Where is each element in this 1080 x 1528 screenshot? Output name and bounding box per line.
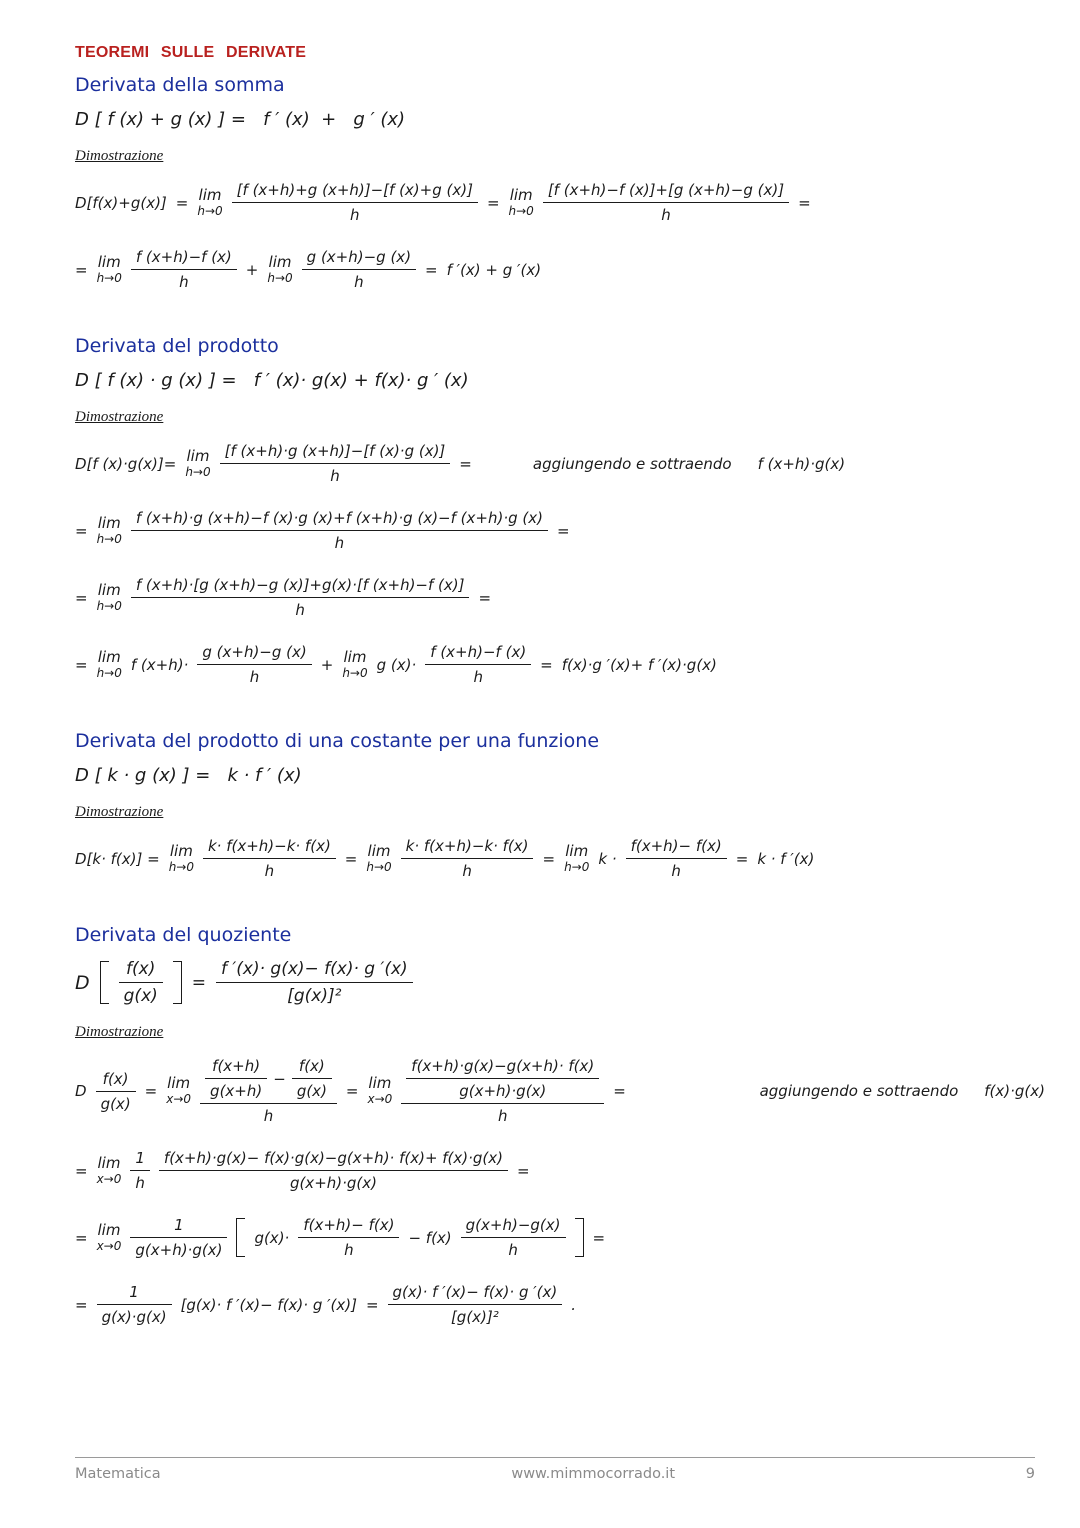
math-line bbox=[75, 1216, 1045, 1259]
equals-sign: = bbox=[540, 655, 553, 674]
footer-page-number: 9 bbox=[1025, 1466, 1035, 1482]
limit-subscript: h→0 bbox=[342, 665, 368, 680]
denominator: g(x) bbox=[96, 1091, 136, 1113]
limit-word: lim bbox=[368, 1074, 392, 1093]
numerator: f ′(x)· g(x)− f(x)· g ′(x) bbox=[221, 959, 408, 979]
math-line bbox=[75, 442, 1045, 485]
equals-sign: = bbox=[425, 260, 438, 279]
numerator: f(x+h)·g(x)− f(x)·g(x)−g(x+h)· f(x)+ f(x)·g(x) bbox=[163, 1149, 504, 1167]
fraction bbox=[131, 509, 548, 552]
numerator bbox=[401, 1057, 604, 1103]
end-period: . bbox=[571, 1295, 576, 1314]
footer-website: www.mimmocorrado.it bbox=[511, 1466, 676, 1482]
limit-subscript: x→0 bbox=[367, 1092, 393, 1107]
equals-sign: = bbox=[478, 588, 492, 607]
numerator: f(x) bbox=[298, 1057, 325, 1075]
numerator: 1 bbox=[129, 1283, 139, 1301]
limit bbox=[96, 580, 122, 613]
math-result: f ′(x) + g ′(x) bbox=[446, 260, 542, 279]
section-derivata-costante bbox=[75, 730, 1045, 880]
fraction bbox=[401, 837, 534, 880]
math-term: k · bbox=[598, 849, 617, 868]
right-bracket bbox=[173, 961, 182, 1004]
denominator: h bbox=[200, 1103, 337, 1125]
denominator: h bbox=[461, 1237, 566, 1259]
limit bbox=[368, 1076, 393, 1105]
math-lhs: D[f (x)·g(x)]= bbox=[75, 454, 177, 473]
footer-subject: Matematica bbox=[75, 1466, 161, 1482]
math-line bbox=[75, 837, 1045, 880]
fraction bbox=[197, 643, 311, 686]
denominator: h bbox=[130, 1170, 150, 1192]
numerator: [f (x+h)+g (x+h)]−[f (x)+g (x)] bbox=[236, 181, 473, 199]
section-title-somma: Derivata della somma bbox=[75, 74, 285, 96]
math-line bbox=[75, 248, 1045, 291]
equals-sign: = bbox=[144, 1082, 158, 1100]
numerator bbox=[200, 1057, 337, 1103]
math-line bbox=[75, 1283, 1045, 1326]
numerator: k· f(x+h)−k· f(x) bbox=[405, 837, 529, 855]
denominator: h bbox=[626, 858, 727, 880]
denominator: g(x+h)·g(x) bbox=[406, 1078, 599, 1100]
equals-sign: = bbox=[344, 849, 358, 868]
fraction bbox=[543, 181, 789, 224]
equals-sign: = bbox=[365, 1295, 379, 1314]
numerator: f (x+h)−f (x) bbox=[430, 643, 527, 661]
equals-sign: = bbox=[75, 1161, 88, 1180]
equals-sign: = bbox=[486, 193, 500, 212]
limit bbox=[185, 446, 211, 479]
equals-sign: = bbox=[75, 1295, 88, 1314]
limit-subscript: h→0 bbox=[564, 859, 590, 874]
sum-statement-text: D [ f (x) + g (x) ] = f ′ (x) + g ′ (x) bbox=[75, 109, 406, 130]
sum-statement bbox=[75, 109, 1045, 130]
denominator: g(x) bbox=[119, 982, 163, 1006]
math-term: g (x)· bbox=[376, 655, 417, 674]
equals-sign: = bbox=[517, 1161, 530, 1180]
limit bbox=[564, 841, 590, 874]
equals-sign: = bbox=[459, 454, 472, 473]
denominator: h bbox=[131, 597, 470, 619]
fraction bbox=[203, 837, 336, 880]
limit-word: lim bbox=[565, 841, 589, 860]
limit-subscript: h→0 bbox=[197, 203, 223, 218]
math-line bbox=[75, 643, 1045, 686]
math-line bbox=[75, 1057, 1045, 1125]
fraction bbox=[388, 1283, 563, 1326]
right-bracket bbox=[575, 1218, 584, 1257]
limit-subscript: h→0 bbox=[96, 598, 122, 613]
equals-sign: = bbox=[613, 1082, 626, 1100]
denominator: g(x+h)·g(x) bbox=[130, 1237, 227, 1259]
denominator: h bbox=[220, 463, 451, 485]
limit-word: lim bbox=[268, 252, 292, 271]
numerator: g(x)· f ′(x)− f(x)· g ′(x) bbox=[392, 1283, 558, 1301]
left-bracket bbox=[236, 1218, 245, 1257]
math-operator-D: D bbox=[75, 1082, 87, 1100]
minus-sign: − bbox=[273, 1069, 286, 1088]
equals-sign: = bbox=[75, 521, 88, 540]
math-term: f (x+h)· bbox=[130, 655, 189, 674]
limit bbox=[96, 252, 122, 285]
fraction bbox=[131, 248, 237, 291]
equals-sign: = bbox=[75, 655, 88, 674]
fraction bbox=[205, 1057, 267, 1100]
limit bbox=[267, 252, 293, 285]
equals-sign: = bbox=[798, 193, 811, 212]
math-result: k · f ′(x) bbox=[757, 849, 815, 868]
plus-sign: + bbox=[245, 260, 259, 279]
limit-word: lim bbox=[97, 1220, 121, 1239]
annotation-text: aggiungendo e sottraendo bbox=[759, 1082, 959, 1100]
quotient-statement bbox=[75, 959, 1045, 1006]
denominator: h bbox=[302, 269, 416, 291]
math-term: [g(x)· f ′(x)− f(x)· g ′(x)] bbox=[180, 1295, 357, 1314]
denominator: h bbox=[131, 530, 548, 552]
limit-word: lim bbox=[198, 185, 222, 204]
annotation bbox=[533, 455, 845, 473]
limit bbox=[96, 1220, 122, 1253]
denominator: h bbox=[401, 858, 534, 880]
limit-subscript: x→0 bbox=[166, 1092, 192, 1107]
numerator: f(x+h)− f(x) bbox=[630, 837, 722, 855]
limit-subscript: h→0 bbox=[267, 270, 293, 285]
denominator: g(x+h)·g(x) bbox=[159, 1170, 508, 1192]
product-statement bbox=[75, 370, 1045, 391]
limit bbox=[168, 841, 194, 874]
equals-sign: = bbox=[735, 849, 749, 868]
equals-sign: = bbox=[592, 1228, 606, 1247]
numerator: f (x+h)−f (x) bbox=[135, 248, 232, 266]
doc-header: TEOREMI SULLE DERIVATE bbox=[75, 44, 307, 61]
numerator: g (x+h)−g (x) bbox=[202, 643, 307, 661]
limit-word: lim bbox=[167, 1074, 191, 1093]
proof-label: Dimostrazione bbox=[75, 1024, 164, 1040]
fraction bbox=[96, 1070, 136, 1113]
constant-statement bbox=[75, 765, 1045, 786]
math-line bbox=[75, 1149, 1045, 1192]
fraction-nested bbox=[401, 1057, 604, 1125]
math-lhs: D[k· f(x)] = bbox=[75, 849, 160, 868]
section-title-quoziente: Derivata del quoziente bbox=[75, 924, 292, 946]
limit-subscript: h→0 bbox=[96, 270, 122, 285]
proof-label: Dimostrazione bbox=[75, 148, 164, 164]
numerator: f(x+h) bbox=[212, 1057, 261, 1075]
fraction bbox=[97, 1283, 172, 1326]
left-bracket bbox=[100, 961, 109, 1004]
limit bbox=[366, 841, 392, 874]
equals-sign: = bbox=[75, 260, 88, 279]
section-title-prodotto: Derivata del prodotto bbox=[75, 335, 279, 357]
equals-sign: = bbox=[75, 588, 88, 607]
denominator: g(x) bbox=[292, 1078, 332, 1100]
numerator: f(x+h)− f(x) bbox=[303, 1216, 395, 1234]
denominator: g(x)·g(x) bbox=[97, 1304, 172, 1326]
constant-statement-text: D [ k · g (x) ] = k · f ′ (x) bbox=[75, 765, 302, 786]
math-result: f(x)·g ′(x)+ f ′(x)·g(x) bbox=[561, 655, 717, 674]
numerator: [f (x+h)−f (x)]+[g (x+h)−g (x)] bbox=[547, 181, 785, 199]
limit bbox=[508, 185, 534, 218]
math-term: − f(x) bbox=[408, 1228, 452, 1247]
math-lhs: D[f(x)+g(x)] bbox=[75, 193, 167, 212]
annotation-expression: f (x+h)·g(x) bbox=[757, 454, 846, 473]
fraction bbox=[131, 576, 470, 619]
limit-subscript: h→0 bbox=[96, 665, 122, 680]
fraction bbox=[461, 1216, 566, 1259]
fraction bbox=[130, 1216, 227, 1259]
fraction bbox=[626, 837, 727, 880]
fraction bbox=[292, 1057, 332, 1100]
limit-subscript: x→0 bbox=[96, 1238, 122, 1253]
section-derivata-quoziente bbox=[75, 924, 1045, 1326]
limit bbox=[166, 1076, 191, 1105]
limit-word: lim bbox=[97, 1153, 121, 1172]
numerator: g(x+h)−g(x) bbox=[465, 1216, 561, 1234]
numerator: f (x+h)·g (x+h)−f (x)·g (x)+f (x+h)·g (x)−f (x+h)·g (x) bbox=[135, 509, 543, 527]
section-derivata-prodotto bbox=[75, 335, 1045, 686]
denominator: h bbox=[203, 858, 336, 880]
limit bbox=[96, 1153, 122, 1186]
denominator: h bbox=[197, 664, 311, 686]
limit-word: lim bbox=[97, 252, 121, 271]
numerator: 1 bbox=[174, 1216, 184, 1234]
math-line bbox=[75, 576, 1045, 619]
fraction bbox=[130, 1149, 150, 1192]
equals-sign: = bbox=[345, 1082, 359, 1100]
limit-subscript: h→0 bbox=[96, 531, 122, 546]
limit bbox=[197, 185, 223, 218]
limit-subscript: h→0 bbox=[185, 464, 211, 479]
numerator: g (x+h)−g (x) bbox=[306, 248, 412, 266]
fraction bbox=[425, 643, 531, 686]
numerator: 1 bbox=[135, 1149, 145, 1167]
limit-word: lim bbox=[186, 446, 210, 465]
annotation-text: aggiungendo e sottraendo bbox=[532, 454, 732, 473]
numerator: f(x) bbox=[126, 959, 156, 979]
numerator: f (x+h)·[g (x+h)−g (x)]+g(x)·[f (x+h)−f (x)] bbox=[135, 576, 465, 594]
limit-subscript: h→0 bbox=[366, 859, 392, 874]
denominator: h bbox=[543, 202, 789, 224]
fraction bbox=[159, 1149, 508, 1192]
equals-sign: = bbox=[175, 193, 189, 212]
section-title-costante: Derivata del prodotto di una costante per una funzione bbox=[75, 730, 600, 752]
equals-sign: = bbox=[542, 849, 556, 868]
annotation-expression: f(x)·g(x) bbox=[984, 1082, 1045, 1100]
denominator: [g(x)]² bbox=[216, 982, 413, 1006]
limit-subscript: h→0 bbox=[508, 203, 534, 218]
math-line bbox=[75, 509, 1045, 552]
math-line bbox=[75, 181, 1045, 224]
fraction bbox=[119, 959, 163, 1006]
limit-word: lim bbox=[509, 185, 533, 204]
proof-label: Dimostrazione bbox=[75, 409, 164, 425]
fraction-nested bbox=[200, 1057, 337, 1125]
limit-word: lim bbox=[169, 841, 193, 860]
fraction bbox=[298, 1216, 399, 1259]
limit-word: lim bbox=[97, 580, 121, 599]
equals-sign: = bbox=[191, 972, 207, 993]
math-operator-D: D bbox=[75, 971, 90, 994]
annotation bbox=[760, 1082, 1045, 1100]
fraction bbox=[220, 442, 451, 485]
limit bbox=[342, 647, 368, 680]
plus-sign: + bbox=[320, 655, 334, 674]
math-term: g(x)· bbox=[254, 1228, 290, 1247]
denominator: h bbox=[298, 1237, 399, 1259]
denominator: h bbox=[401, 1103, 604, 1125]
fraction bbox=[216, 959, 413, 1006]
fraction bbox=[302, 248, 416, 291]
limit-word: lim bbox=[97, 647, 121, 666]
denominator: h bbox=[232, 202, 478, 224]
page-footer bbox=[75, 1457, 1035, 1482]
proof-label: Dimostrazione bbox=[75, 804, 164, 820]
equals-sign: = bbox=[556, 521, 570, 540]
numerator: k· f(x+h)−k· f(x) bbox=[207, 837, 331, 855]
denominator: h bbox=[425, 664, 531, 686]
limit-subscript: x→0 bbox=[96, 1171, 122, 1186]
limit-subscript: h→0 bbox=[168, 859, 194, 874]
numerator: [f (x+h)·g (x+h)]−[f (x)·g (x)] bbox=[224, 442, 446, 460]
section-derivata-somma bbox=[75, 74, 1045, 291]
denominator: [g(x)]² bbox=[388, 1304, 563, 1326]
limit bbox=[96, 513, 122, 546]
limit-word: lim bbox=[97, 513, 121, 532]
denominator: h bbox=[131, 269, 237, 291]
fraction bbox=[232, 181, 478, 224]
numerator: f(x) bbox=[102, 1069, 129, 1088]
numerator: f(x+h)·g(x)−g(x+h)· f(x) bbox=[411, 1057, 595, 1075]
limit bbox=[96, 647, 122, 680]
limit-word: lim bbox=[343, 647, 367, 666]
product-statement-text: D [ f (x) · g (x) ] = f ′ (x)· g(x) + f(x)· g ′ (x) bbox=[75, 370, 469, 391]
fraction bbox=[406, 1057, 599, 1100]
limit-word: lim bbox=[367, 841, 391, 860]
equals-sign: = bbox=[75, 1228, 88, 1247]
denominator: g(x+h) bbox=[205, 1078, 267, 1100]
